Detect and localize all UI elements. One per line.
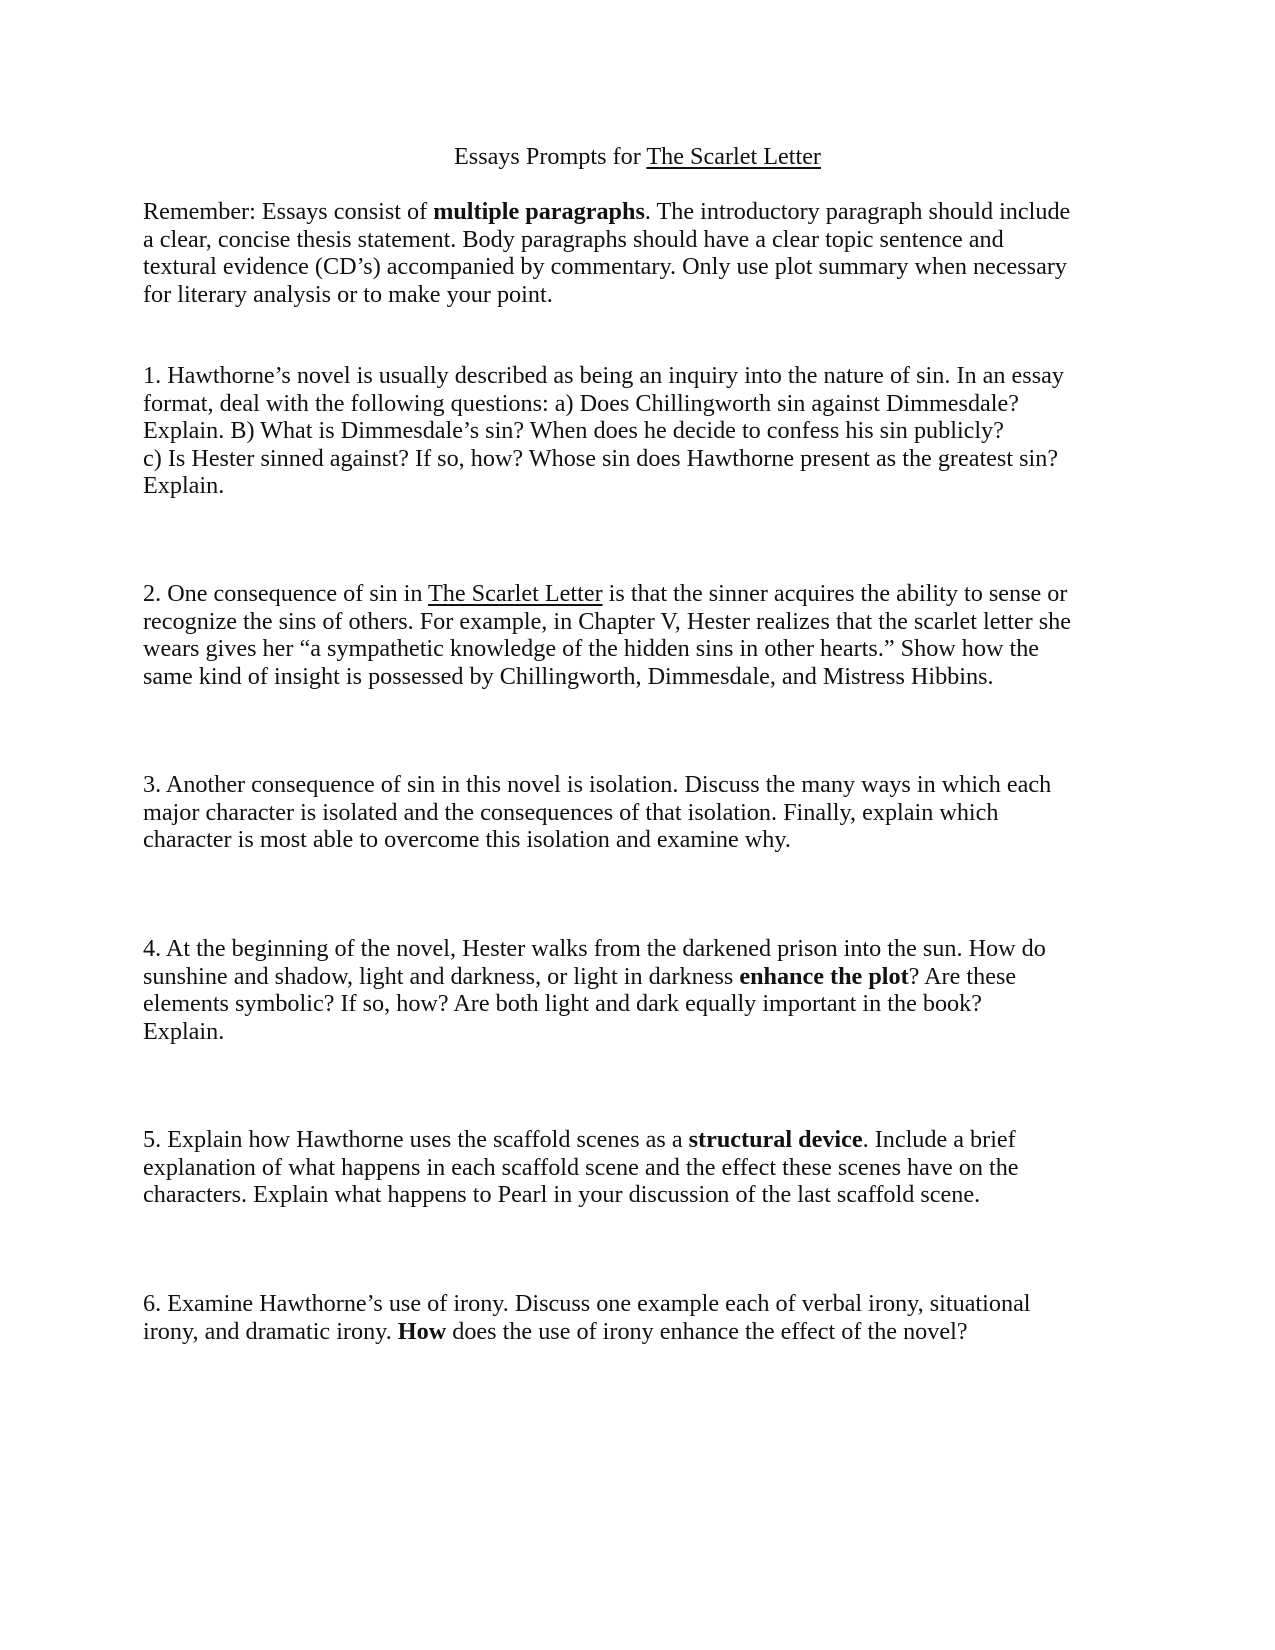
title-prefix: Essays Prompts for <box>454 143 647 170</box>
prompt-line: same kind of insight is possessed by Chillingworth, Dimmesdale, and Mistress Hibbins. <box>143 662 994 690</box>
prompt-line: wears gives her “a sympathetic knowledge of the hidden sins in other hearts.” Show how the <box>143 635 1040 662</box>
prompt-line: Explain. B) What is Dimmesdale’s sin? When does he decide to confess his sin publicly? <box>143 417 1004 444</box>
prompt-line: Explain. <box>143 1017 225 1045</box>
prompt-line: 1. Hawthorne’s novel is usually described as being an inquiry into the nature of sin. In an essay <box>143 362 1064 389</box>
prompt-line: 4. At the beginning of the novel, Hester walks from the darkened prison into the sun. How do <box>143 935 1046 962</box>
prompt-line: recognize the sins of others. For example, in Chapter V, Hester realizes that the scarlet letter she <box>143 607 1071 635</box>
prompt-line: character is most able to overcome this isolation and examine why. <box>143 826 791 853</box>
prompt-line: explanation of what happens in each scaffold scene and the effect these scenes have on the <box>143 1153 1019 1181</box>
intro-line: Remember: Essays consist of multiple paragraphs. The introductory paragraph should include <box>143 198 1071 225</box>
prompt-line: characters. Explain what happens to Pearl in your discussion of the last scaffold scene. <box>143 1181 981 1208</box>
prompt-line: irony, and dramatic irony. How does the use of irony enhance the effect of the novel? <box>143 1317 968 1345</box>
emphasis-text: structural device <box>688 1126 863 1153</box>
prompt-line: Explain. <box>143 472 225 499</box>
prompt-4 <box>143 935 1103 1045</box>
emphasis-text: How <box>397 1317 447 1345</box>
prompt-2 <box>143 580 1103 690</box>
prompt-1 <box>143 362 1103 500</box>
prompt-5 <box>143 1126 1103 1209</box>
prompt-line: 6. Examine Hawthorne’s use of irony. Discuss one example each of verbal irony, situational <box>143 1290 1031 1317</box>
title-book-name: The Scarlet Letter <box>646 143 821 170</box>
prompt-line: major character is isolated and the consequences of that isolation. Finally, explain which <box>143 798 999 826</box>
prompt-line: elements symbolic? If so, how? Are both light and dark equally important in the book? <box>143 990 982 1017</box>
intro-paragraph <box>143 198 1103 308</box>
intro-line: textural evidence (CD’s) accompanied by commentary. Only use plot summary when necessary <box>143 253 1067 280</box>
emphasis-text: enhance the plot <box>739 962 909 990</box>
intro-line: for literary analysis or to make your point. <box>143 280 553 308</box>
prompt-6 <box>143 1290 1103 1345</box>
prompt-line: format, deal with the following questions: a) Does Chillingworth sin against Dimmesdale? <box>143 389 1019 417</box>
prompt-line: 3. Another consequence of sin in this novel is isolation. Discuss the many ways in which each <box>143 771 1052 798</box>
prompt-line: 2. One consequence of sin in The Scarlet Letter is that the sinner acquires the ability to sense or <box>143 580 1068 607</box>
emphasis-text: multiple paragraphs <box>433 198 645 225</box>
book-title-reference: The Scarlet Letter <box>428 580 603 607</box>
page-title <box>0 143 1275 171</box>
prompt-line: 5. Explain how Hawthorne uses the scaffold scenes as a structural device. Include a brief <box>143 1126 1016 1153</box>
prompt-line: c) Is Hester sinned against? If so, how? Whose sin does Hawthorne present as the greatest sin? <box>143 444 1059 472</box>
prompt-line: sunshine and shadow, light and darkness, or light in darkness enhance the plot? Are these <box>143 962 1017 990</box>
intro-line: a clear, concise thesis statement. Body paragraphs should have a clear topic sentence and <box>143 225 1004 253</box>
prompt-3 <box>143 771 1103 854</box>
